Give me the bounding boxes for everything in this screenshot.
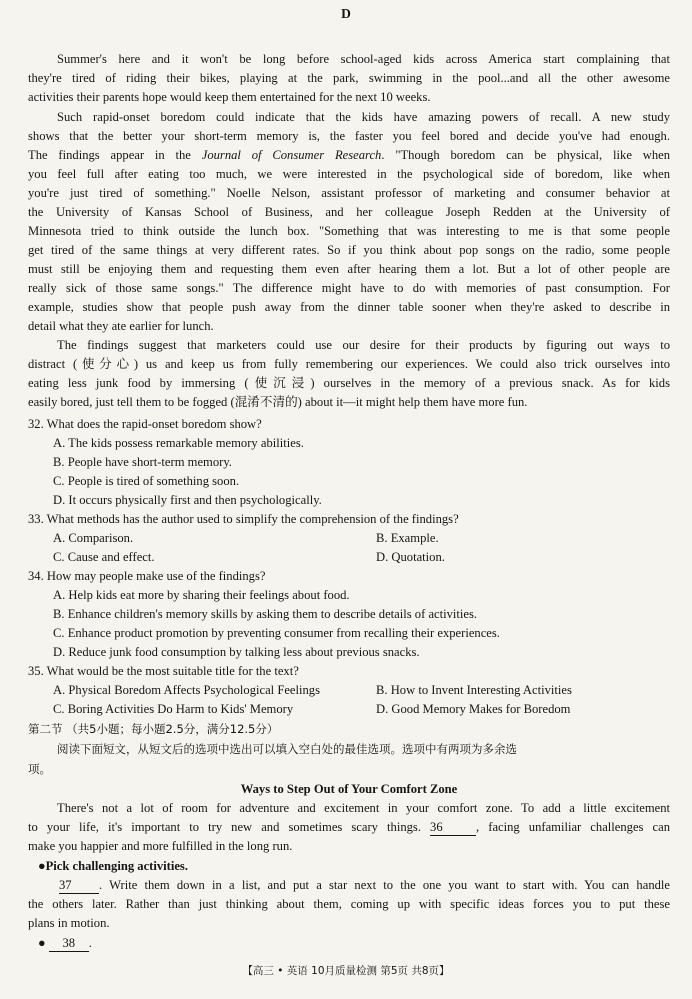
blank-37[interactable]: 37 [59, 877, 99, 894]
passage-line: the University of Kansas School of Business, and her colleague Joseph Redden at the University of [28, 205, 670, 219]
passage-line: Summer's here and it won't be long before school-aged kids across America start complaining that [57, 52, 670, 66]
article-line [59, 877, 670, 894]
article-line: There's not a lot of room for adventure and excitement in your comfort zone. To add a little excitement [57, 801, 670, 815]
passage-line [28, 147, 670, 163]
question-option[interactable]: C. Enhance product promotion by preventing consumer from recalling their experiences. [53, 626, 500, 640]
passage-line: distract (使分心) us and keep us from fully remembering our experiences. We could also trick ourselves into [28, 357, 670, 371]
instruction: 项。 [28, 762, 51, 776]
article-line: plans in motion. [28, 916, 110, 930]
question-option[interactable]: C. Cause and effect. [53, 550, 155, 564]
article-line: make you happier and more fulfilled in the long run. [28, 839, 293, 853]
blank-38[interactable]: 38 [49, 935, 89, 952]
passage-line: The findings suggest that marketers could use our desire for their products by figuring out ways to [57, 338, 670, 352]
subheading: ●Pick challenging activities. [38, 859, 188, 873]
article-line [28, 819, 670, 836]
question-stem: 33. What methods has the author used to simplify the comprehension of the findings? [28, 512, 459, 526]
section-heading: 第二节 （共5小题；每小题2.5分，满分12.5分） [28, 722, 279, 736]
article-title: Ways to Step Out of Your Comfort Zone [240, 782, 458, 796]
instruction: 阅读下面短文，从短文后的选项中选出可以填入空白处的最佳选项。选项中有两项为多余选 [57, 742, 517, 756]
question-stem: 35. What would be the most suitable title for the text? [28, 664, 299, 678]
question-stem: 32. What does the rapid-onset boredom show? [28, 417, 262, 431]
passage-line: really sick of those same songs." The difference might have to do with memories of past consumption. For [28, 281, 670, 295]
passage-line: easily bored, just tell them to be fogged (混淆不清的) about it—it might help them have more fun. [28, 395, 528, 409]
section-label: D [341, 6, 351, 21]
passage-line: must still be enjoying them and requesting them even after hearing them a lot. But a lot of other people are [28, 262, 670, 276]
passage-line: example, studies show that people push away from the dinner table sooner when they're asked to describe in [28, 300, 670, 314]
page-footer: 【高三 • 英语 10月质量检测 第5页 共8页】 [242, 965, 450, 977]
question-option[interactable]: A. Help kids eat more by sharing their feelings about food. [53, 588, 350, 602]
passage-line: you feel full after eating too much, we were interested in the psychological side of boredom, like when [28, 167, 670, 181]
question-option[interactable]: D. Quotation. [376, 550, 445, 564]
question-option[interactable]: A. Physical Boredom Affects Psychological Feelings [53, 683, 321, 697]
passage-line: Such rapid-onset boredom could indicate that the kids have amazing powers of recall. A new study [57, 110, 670, 124]
question-option[interactable]: B. How to Invent Interesting Activities [376, 683, 572, 697]
passage-line: get tired of the same things at very different rates. So if you think about pop songs on the radio, some people [28, 243, 670, 257]
passage-line: eating less junk food by immersing (使沉浸) ourselves in the memory of a previous snack. As for kids [28, 376, 670, 390]
passage-text: The findings appear in the [28, 148, 202, 162]
journal-title: Journal of Consumer Research [201, 148, 382, 162]
article-text: . Write them down in a list, and put a star next to the one you want to start with. You can handle [99, 878, 670, 892]
blank-36[interactable]: 36 [430, 819, 476, 836]
question-option[interactable]: B. Enhance children's memory skills by asking them to describe details of activities. [53, 607, 478, 621]
bullet-icon: ● [38, 936, 46, 950]
article-line [38, 935, 680, 952]
question-option[interactable]: A. The kids possess remarkable memory abilities. [53, 436, 304, 450]
passage-line: detail what they ate earlier for lunch. [28, 319, 214, 333]
question-option[interactable]: D. It occurs physically first and then psychologically. [53, 493, 322, 507]
passage-line: they're tired of riding their bikes, playing at the park, swimming in the pool...and all the other awesome [28, 71, 670, 85]
passage-text: . "Though boredom can be physical, like when [381, 148, 670, 162]
passage-line: shows that the better your short-term memory is, the faster you feel bored and decide you've had enough. [28, 129, 670, 143]
question-option[interactable]: A. Comparison. [53, 531, 134, 545]
question-stem: 34. How may people make use of the findings? [28, 569, 266, 583]
article-text: , facing unfamiliar challenges can [476, 820, 670, 834]
question-option[interactable]: C. People is tired of something soon. [53, 474, 240, 488]
article-line: the others later. Rather than just thinking about them, coming up with specific ideas forces you to put these [28, 897, 670, 911]
passage-line: Minnesota tried to think outside the lunch box. "Something that was interesting to me is that some people [28, 224, 670, 238]
question-option[interactable]: D. Reduce junk food consumption by talking less about previous snacks. [53, 645, 420, 659]
question-option[interactable]: D. Good Memory Makes for Boredom [376, 702, 571, 716]
question-option[interactable]: B. Example. [376, 531, 439, 545]
article-text: to your life, it's important to try new and sometimes scary things. [28, 820, 431, 834]
question-option[interactable]: C. Boring Activities Do Harm to Kids' Memory [53, 702, 294, 716]
passage-line: you're just tired of something." Noelle Nelson, assistant professor of marketing and consumer behavior at [28, 186, 670, 200]
passage-line: activities their parents hope would keep them entertained for the next 10 weeks. [28, 90, 431, 104]
question-option[interactable]: B. People have short-term memory. [53, 455, 232, 469]
article-text: . [88, 936, 92, 950]
